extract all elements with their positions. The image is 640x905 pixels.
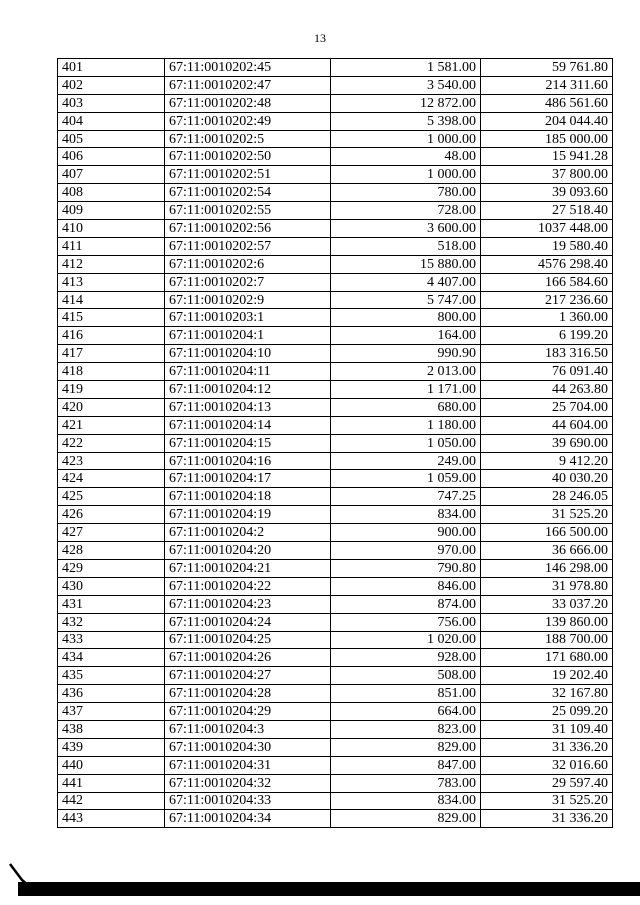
area-cell: 3 540.00 <box>331 76 481 94</box>
area-cell: 846.00 <box>331 577 481 595</box>
row-number-cell: 415 <box>58 309 165 327</box>
row-number-cell: 421 <box>58 416 165 434</box>
value-cell: 166 500.00 <box>481 524 613 542</box>
cadastral-number-cell: 67:11:0010204:14 <box>165 416 331 434</box>
area-cell: 834.00 <box>331 792 481 810</box>
area-cell: 518.00 <box>331 237 481 255</box>
row-number-cell: 417 <box>58 345 165 363</box>
value-cell: 139 860.00 <box>481 613 613 631</box>
cadastral-number-cell: 67:11:0010204:1 <box>165 327 331 345</box>
row-number-cell: 429 <box>58 559 165 577</box>
value-cell: 44 604.00 <box>481 416 613 434</box>
cadastral-number-cell: 67:11:0010204:21 <box>165 559 331 577</box>
table-row <box>58 273 613 291</box>
table-row <box>58 595 613 613</box>
row-number-cell: 414 <box>58 291 165 309</box>
row-number-cell: 439 <box>58 738 165 756</box>
area-cell: 800.00 <box>331 309 481 327</box>
area-cell: 851.00 <box>331 685 481 703</box>
value-cell: 171 680.00 <box>481 649 613 667</box>
value-cell: 59 761.80 <box>481 59 613 77</box>
cadastral-number-cell: 67:11:0010204:13 <box>165 398 331 416</box>
area-cell: 1 059.00 <box>331 470 481 488</box>
value-cell: 214 311.60 <box>481 76 613 94</box>
value-cell: 33 037.20 <box>481 595 613 613</box>
area-cell: 829.00 <box>331 810 481 828</box>
value-cell: 9 412.20 <box>481 452 613 470</box>
row-number-cell: 436 <box>58 685 165 703</box>
row-number-cell: 433 <box>58 631 165 649</box>
row-number-cell: 443 <box>58 810 165 828</box>
table-row <box>58 237 613 255</box>
value-cell: 44 263.80 <box>481 381 613 399</box>
table-row <box>58 255 613 273</box>
parcel-table <box>57 58 613 828</box>
cadastral-number-cell: 67:11:0010202:50 <box>165 148 331 166</box>
value-cell: 146 298.00 <box>481 559 613 577</box>
value-cell: 217 236.60 <box>481 291 613 309</box>
cadastral-number-cell: 67:11:0010204:23 <box>165 595 331 613</box>
table-row <box>58 452 613 470</box>
row-number-cell: 419 <box>58 381 165 399</box>
cadastral-number-cell: 67:11:0010202:5 <box>165 130 331 148</box>
row-number-cell: 440 <box>58 756 165 774</box>
value-cell: 19 202.40 <box>481 667 613 685</box>
value-cell: 76 091.40 <box>481 363 613 381</box>
row-number-cell: 407 <box>58 166 165 184</box>
cadastral-number-cell: 67:11:0010202:54 <box>165 184 331 202</box>
value-cell: 4576 298.40 <box>481 255 613 273</box>
cadastral-number-cell: 67:11:0010204:26 <box>165 649 331 667</box>
table-row <box>58 577 613 595</box>
row-number-cell: 411 <box>58 237 165 255</box>
cadastral-number-cell: 67:11:0010202:47 <box>165 76 331 94</box>
value-cell: 31 525.20 <box>481 506 613 524</box>
cadastral-number-cell: 67:11:0010204:19 <box>165 506 331 524</box>
table-row <box>58 112 613 130</box>
row-number-cell: 405 <box>58 130 165 148</box>
cadastral-number-cell: 67:11:0010204:11 <box>165 363 331 381</box>
table-row <box>58 631 613 649</box>
cadastral-number-cell: 67:11:0010204:18 <box>165 488 331 506</box>
value-cell: 25 099.20 <box>481 703 613 721</box>
table-row <box>58 381 613 399</box>
table-row <box>58 59 613 77</box>
cadastral-number-cell: 67:11:0010202:9 <box>165 291 331 309</box>
row-number-cell: 425 <box>58 488 165 506</box>
cadastral-number-cell: 67:11:0010204:22 <box>165 577 331 595</box>
area-cell: 5 747.00 <box>331 291 481 309</box>
table-row <box>58 810 613 828</box>
table-row <box>58 524 613 542</box>
table-row <box>58 738 613 756</box>
table-row <box>58 416 613 434</box>
area-cell: 1 180.00 <box>331 416 481 434</box>
value-cell: 486 561.60 <box>481 94 613 112</box>
row-number-cell: 430 <box>58 577 165 595</box>
table-row <box>58 202 613 220</box>
cadastral-number-cell: 67:11:0010204:30 <box>165 738 331 756</box>
value-cell: 166 584.60 <box>481 273 613 291</box>
table-body <box>58 59 613 828</box>
table-row <box>58 130 613 148</box>
row-number-cell: 406 <box>58 148 165 166</box>
table-row <box>58 309 613 327</box>
area-cell: 829.00 <box>331 738 481 756</box>
cadastral-number-cell: 67:11:0010202:49 <box>165 112 331 130</box>
area-cell: 508.00 <box>331 667 481 685</box>
table-row <box>58 94 613 112</box>
area-cell: 680.00 <box>331 398 481 416</box>
area-cell: 664.00 <box>331 703 481 721</box>
cadastral-number-cell: 67:11:0010204:3 <box>165 720 331 738</box>
area-cell: 1 050.00 <box>331 434 481 452</box>
area-cell: 5 398.00 <box>331 112 481 130</box>
table-row <box>58 76 613 94</box>
cadastral-number-cell: 67:11:0010204:17 <box>165 470 331 488</box>
table-row <box>58 685 613 703</box>
table-row <box>58 220 613 238</box>
row-number-cell: 416 <box>58 327 165 345</box>
row-number-cell: 409 <box>58 202 165 220</box>
cadastral-number-cell: 67:11:0010202:57 <box>165 237 331 255</box>
table-row <box>58 363 613 381</box>
cadastral-number-cell: 67:11:0010202:45 <box>165 59 331 77</box>
cadastral-number-cell: 67:11:0010204:16 <box>165 452 331 470</box>
area-cell: 48.00 <box>331 148 481 166</box>
value-cell: 1 360.00 <box>481 309 613 327</box>
cadastral-number-cell: 67:11:0010202:7 <box>165 273 331 291</box>
cadastral-number-cell: 67:11:0010204:28 <box>165 685 331 703</box>
value-cell: 31 336.20 <box>481 810 613 828</box>
row-number-cell: 413 <box>58 273 165 291</box>
area-cell: 900.00 <box>331 524 481 542</box>
row-number-cell: 402 <box>58 76 165 94</box>
value-cell: 36 666.00 <box>481 542 613 560</box>
row-number-cell: 410 <box>58 220 165 238</box>
area-cell: 12 872.00 <box>331 94 481 112</box>
row-number-cell: 432 <box>58 613 165 631</box>
row-number-cell: 401 <box>58 59 165 77</box>
table-row <box>58 667 613 685</box>
area-cell: 928.00 <box>331 649 481 667</box>
area-cell: 3 600.00 <box>331 220 481 238</box>
row-number-cell: 442 <box>58 792 165 810</box>
cadastral-number-cell: 67:11:0010204:34 <box>165 810 331 828</box>
table-row <box>58 613 613 631</box>
row-number-cell: 426 <box>58 506 165 524</box>
value-cell: 204 044.40 <box>481 112 613 130</box>
area-cell: 1 581.00 <box>331 59 481 77</box>
table-row <box>58 542 613 560</box>
table-row <box>58 291 613 309</box>
table-row <box>58 488 613 506</box>
table-row <box>58 434 613 452</box>
value-cell: 25 704.00 <box>481 398 613 416</box>
value-cell: 28 246.05 <box>481 488 613 506</box>
row-number-cell: 434 <box>58 649 165 667</box>
cadastral-number-cell: 67:11:0010204:27 <box>165 667 331 685</box>
row-number-cell: 428 <box>58 542 165 560</box>
table-row <box>58 649 613 667</box>
row-number-cell: 408 <box>58 184 165 202</box>
table-row <box>58 166 613 184</box>
value-cell: 29 597.40 <box>481 774 613 792</box>
value-cell: 6 199.20 <box>481 327 613 345</box>
area-cell: 874.00 <box>331 595 481 613</box>
area-cell: 728.00 <box>331 202 481 220</box>
row-number-cell: 438 <box>58 720 165 738</box>
area-cell: 4 407.00 <box>331 273 481 291</box>
scan-edge-bar <box>18 882 640 896</box>
cadastral-number-cell: 67:11:0010204:24 <box>165 613 331 631</box>
row-number-cell: 427 <box>58 524 165 542</box>
page-number: 13 <box>314 31 326 45</box>
cadastral-number-cell: 67:11:0010202:55 <box>165 202 331 220</box>
table-row <box>58 327 613 345</box>
value-cell: 183 316.50 <box>481 345 613 363</box>
area-cell: 747.25 <box>331 488 481 506</box>
table-row <box>58 398 613 416</box>
table-row <box>58 148 613 166</box>
row-number-cell: 418 <box>58 363 165 381</box>
area-cell: 780.00 <box>331 184 481 202</box>
area-cell: 790.80 <box>331 559 481 577</box>
row-number-cell: 423 <box>58 452 165 470</box>
value-cell: 39 093.60 <box>481 184 613 202</box>
area-cell: 990.90 <box>331 345 481 363</box>
cadastral-number-cell: 67:11:0010202:6 <box>165 255 331 273</box>
value-cell: 32 016.60 <box>481 756 613 774</box>
value-cell: 32 167.80 <box>481 685 613 703</box>
cadastral-number-cell: 67:11:0010204:32 <box>165 774 331 792</box>
row-number-cell: 422 <box>58 434 165 452</box>
area-cell: 783.00 <box>331 774 481 792</box>
table-row <box>58 756 613 774</box>
value-cell: 27 518.40 <box>481 202 613 220</box>
area-cell: 970.00 <box>331 542 481 560</box>
value-cell: 15 941.28 <box>481 148 613 166</box>
row-number-cell: 441 <box>58 774 165 792</box>
cadastral-number-cell: 67:11:0010204:15 <box>165 434 331 452</box>
row-number-cell: 437 <box>58 703 165 721</box>
area-cell: 164.00 <box>331 327 481 345</box>
cadastral-number-cell: 67:11:0010204:2 <box>165 524 331 542</box>
cadastral-number-cell: 67:11:0010204:20 <box>165 542 331 560</box>
value-cell: 37 800.00 <box>481 166 613 184</box>
table-row <box>58 774 613 792</box>
table-row <box>58 720 613 738</box>
row-number-cell: 435 <box>58 667 165 685</box>
cadastral-number-cell: 67:11:0010204:31 <box>165 756 331 774</box>
cadastral-number-cell: 67:11:0010202:51 <box>165 166 331 184</box>
table-row <box>58 345 613 363</box>
row-number-cell: 412 <box>58 255 165 273</box>
cadastral-number-cell: 67:11:0010202:48 <box>165 94 331 112</box>
value-cell: 31 109.40 <box>481 720 613 738</box>
value-cell: 39 690.00 <box>481 434 613 452</box>
cadastral-number-cell: 67:11:0010203:1 <box>165 309 331 327</box>
cadastral-number-cell: 67:11:0010204:12 <box>165 381 331 399</box>
cadastral-number-cell: 67:11:0010202:56 <box>165 220 331 238</box>
row-number-cell: 431 <box>58 595 165 613</box>
cadastral-number-cell: 67:11:0010204:25 <box>165 631 331 649</box>
table-row <box>58 792 613 810</box>
area-cell: 15 880.00 <box>331 255 481 273</box>
value-cell: 185 000.00 <box>481 130 613 148</box>
area-cell: 756.00 <box>331 613 481 631</box>
cadastral-number-cell: 67:11:0010204:33 <box>165 792 331 810</box>
row-number-cell: 420 <box>58 398 165 416</box>
value-cell: 188 700.00 <box>481 631 613 649</box>
cadastral-number-cell: 67:11:0010204:10 <box>165 345 331 363</box>
table-row <box>58 559 613 577</box>
row-number-cell: 404 <box>58 112 165 130</box>
area-cell: 2 013.00 <box>331 363 481 381</box>
area-cell: 1 171.00 <box>331 381 481 399</box>
table-row <box>58 184 613 202</box>
value-cell: 40 030.20 <box>481 470 613 488</box>
table-row <box>58 703 613 721</box>
area-cell: 847.00 <box>331 756 481 774</box>
area-cell: 249.00 <box>331 452 481 470</box>
area-cell: 834.00 <box>331 506 481 524</box>
area-cell: 1 000.00 <box>331 166 481 184</box>
value-cell: 1037 448.00 <box>481 220 613 238</box>
value-cell: 19 580.40 <box>481 237 613 255</box>
cadastral-number-cell: 67:11:0010204:29 <box>165 703 331 721</box>
table-row <box>58 506 613 524</box>
value-cell: 31 978.80 <box>481 577 613 595</box>
area-cell: 823.00 <box>331 720 481 738</box>
table-row <box>58 470 613 488</box>
row-number-cell: 424 <box>58 470 165 488</box>
value-cell: 31 525.20 <box>481 792 613 810</box>
area-cell: 1 000.00 <box>331 130 481 148</box>
value-cell: 31 336.20 <box>481 738 613 756</box>
row-number-cell: 403 <box>58 94 165 112</box>
area-cell: 1 020.00 <box>331 631 481 649</box>
